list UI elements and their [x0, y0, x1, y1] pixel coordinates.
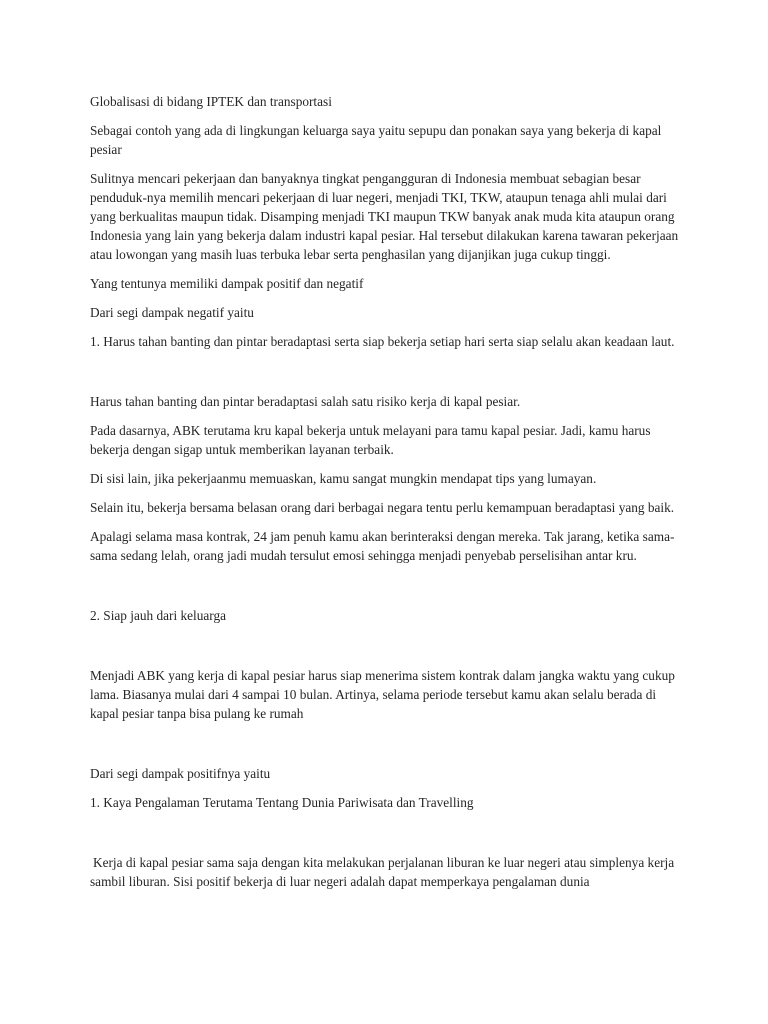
paragraph-dampak: Yang tentunya memiliki dampak positif dan negatif: [90, 276, 364, 291]
paragraph-pada-dasarnya: Pada dasarnya, ABK terutama kru kapal bekerja untuk melayani para tamu kapal pesiar. Jadi, kamu harus bekerja dengan sigap untuk memberikan layanan terbaik.: [90, 423, 651, 457]
paragraph-kontrak-interaksi: Apalagi selama masa kontrak, 24 jam penuh kamu akan berinteraksi dengan mereka. Tak jarang, ketika sama-sama sedang lelah, orang jadi mudah tersulut emosi sehingga menjadi penyebab perselisihan antar kru.: [90, 529, 675, 563]
heading-dampak-positif: Dari segi dampak positifnya yaitu: [90, 766, 271, 781]
paragraph-adaptasi: Selain itu, bekerja bersama belasan orang dari berbagai negara tentu perlu kemampuan beradaptasi yang baik.: [90, 500, 675, 515]
paragraph-contoh: Sebagai contoh yang ada di lingkungan keluarga saya yaitu sepupu dan ponakan saya yang bekerja di kapal pesiar: [90, 123, 662, 157]
paragraph-tips: Di sisi lain, jika pekerjaanmu memuaskan, kamu sangat mungkin mendapat tips yang lumayan.: [90, 471, 597, 486]
heading-dampak-negatif: Dari segi dampak negatif yaitu: [90, 305, 254, 320]
list-item-negatif-2: 2. Siap jauh dari keluarga: [90, 608, 227, 623]
document-body: [90, 92, 680, 901]
paragraph-risiko: Harus tahan banting dan pintar beradaptasi salah satu risiko kerja di kapal pesiar.: [90, 394, 521, 409]
paragraph-sistem-kontrak: Menjadi ABK yang kerja di kapal pesiar harus siap menerima sistem kontrak dalam jangka waktu yang cukup lama. Biasanya mulai dari 4 sampai 10 bulan. Artinya, selama periode tersebut kamu akan selalu berada di kapal pesiar tanpa bisa pulang ke rumah: [90, 668, 675, 721]
list-item-positif-1: 1. Kaya Pengalaman Terutama Tentang Dunia Pariwisata dan Travelling: [90, 795, 474, 810]
paragraph-sulitnya: Sulitnya mencari pekerjaan dan banyaknya tingkat pengangguran di Indonesia membuat sebagian besar penduduk-nya memilih mencari pekerjaan di luar negeri, menjadi TKI, TKW, ataupun tenaga ahli mulai dari yang berkualitas maupun tidak. Disamping menjadi TKI maupun TKW banyak anak muda kita ataupun orang Indonesia yang lain yang bekerja dalam industri kapal pesiar. Hal tersebut dilakukan karena tawaran pekerjaan atau lowongan yang masih luas terbuka lebar serta penghasilan yang dijanjikan juga cukup tinggi.: [90, 171, 679, 262]
list-item-negatif-1: 1. Harus tahan banting dan pintar beradaptasi serta siap bekerja setiap hari serta siap selalu akan keadaan laut.: [90, 334, 675, 349]
paragraph-kerja-liburan: Kerja di kapal pesiar sama saja dengan kita melakukan perjalanan liburan ke luar negeri atau simplenya kerja sambil liburan. Sisi positif bekerja di luar negeri adalah dapat memperkaya pengalaman dunia: [90, 855, 675, 889]
heading-globalisasi: Globalisasi di bidang IPTEK dan transportasi: [90, 94, 332, 109]
